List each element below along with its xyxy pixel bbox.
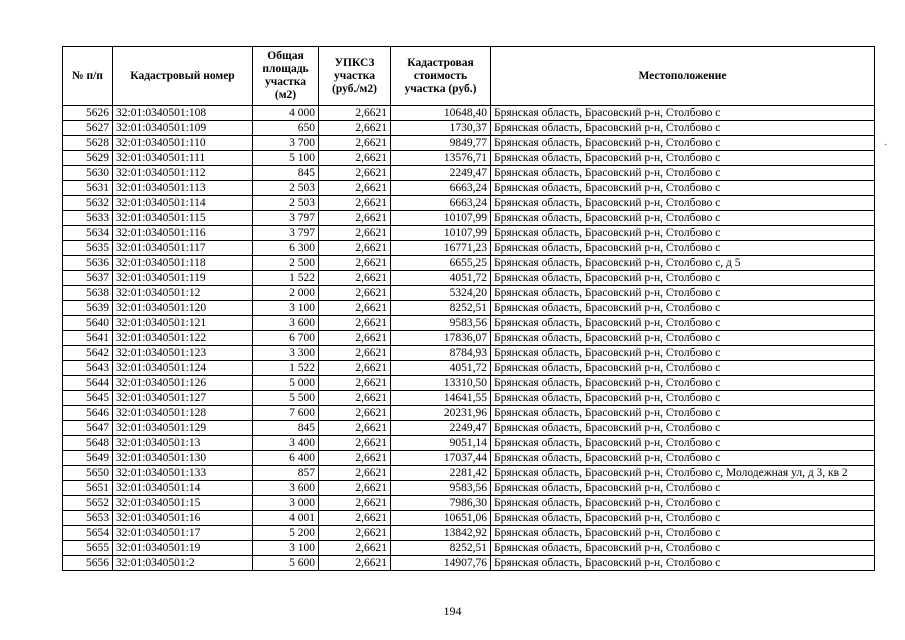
cell-cost: 1730,37 bbox=[391, 121, 491, 136]
cell-upksz: 2,6621 bbox=[319, 151, 391, 166]
cell-num: 5643 bbox=[63, 361, 113, 376]
cell-area: 2 503 bbox=[253, 181, 319, 196]
table-row bbox=[63, 436, 875, 451]
cell-upksz: 2,6621 bbox=[319, 541, 391, 556]
cell-cost: 10651,06 bbox=[391, 511, 491, 526]
cell-cost: 4051,72 bbox=[391, 271, 491, 286]
cell-cadastral: 32:01:0340501:2 bbox=[113, 556, 253, 571]
cell-cadastral: 32:01:0340501:15 bbox=[113, 496, 253, 511]
cell-num: 5647 bbox=[63, 421, 113, 436]
cell-cadastral: 32:01:0340501:127 bbox=[113, 391, 253, 406]
cell-cost: 9583,56 bbox=[391, 316, 491, 331]
cell-location: Брянская область, Брасовский р-н, Столбово с bbox=[491, 136, 875, 151]
cell-upksz: 2,6621 bbox=[319, 121, 391, 136]
cell-area: 845 bbox=[253, 421, 319, 436]
table-row bbox=[63, 256, 875, 271]
table-row bbox=[63, 331, 875, 346]
table-row bbox=[63, 451, 875, 466]
table-row bbox=[63, 421, 875, 436]
cell-upksz: 2,6621 bbox=[319, 196, 391, 211]
cell-upksz: 2,6621 bbox=[319, 316, 391, 331]
cell-upksz: 2,6621 bbox=[319, 106, 391, 121]
cell-upksz: 2,6621 bbox=[319, 481, 391, 496]
cell-location: Брянская область, Брасовский р-н, Столбово с bbox=[491, 496, 875, 511]
cell-location: Брянская область, Брасовский р-н, Столбово с bbox=[491, 211, 875, 226]
cell-cadastral: 32:01:0340501:126 bbox=[113, 376, 253, 391]
cell-cadastral: 32:01:0340501:109 bbox=[113, 121, 253, 136]
table-body bbox=[63, 106, 875, 571]
cell-location: Брянская область, Брасовский р-н, Столбово с bbox=[491, 286, 875, 301]
cell-location: Брянская область, Брасовский р-н, Столбово с bbox=[491, 481, 875, 496]
cell-location: Брянская область, Брасовский р-н, Столбово с bbox=[491, 196, 875, 211]
cell-cost: 13310,50 bbox=[391, 376, 491, 391]
cell-cost: 8252,51 bbox=[391, 301, 491, 316]
cell-cadastral: 32:01:0340501:112 bbox=[113, 166, 253, 181]
cell-num: 5639 bbox=[63, 301, 113, 316]
cell-num: 5636 bbox=[63, 256, 113, 271]
cell-location: Брянская область, Брасовский р-н, Столбово с bbox=[491, 406, 875, 421]
table-row bbox=[63, 391, 875, 406]
cell-location: Брянская область, Брасовский р-н, Столбово с, д 5 bbox=[491, 256, 875, 271]
cell-upksz: 2,6621 bbox=[319, 211, 391, 226]
cell-upksz: 2,6621 bbox=[319, 511, 391, 526]
cell-upksz: 2,6621 bbox=[319, 361, 391, 376]
cell-location: Брянская область, Брасовский р-н, Столбово с bbox=[491, 121, 875, 136]
header-cost: Кадастровая стоимость участка (руб.) bbox=[391, 47, 491, 106]
cell-location: Брянская область, Брасовский р-н, Столбово с bbox=[491, 106, 875, 121]
cell-upksz: 2,6621 bbox=[319, 391, 391, 406]
header-location: Местоположение bbox=[491, 47, 875, 106]
cell-cadastral: 32:01:0340501:120 bbox=[113, 301, 253, 316]
cell-area: 1 522 bbox=[253, 271, 319, 286]
cell-area: 3 700 bbox=[253, 136, 319, 151]
header-area: Общая площадь участка (м2) bbox=[253, 47, 319, 106]
cell-cost: 14907,76 bbox=[391, 556, 491, 571]
cell-area: 3 600 bbox=[253, 316, 319, 331]
cell-location: Брянская область, Брасовский р-н, Столбово с bbox=[491, 316, 875, 331]
cell-cadastral: 32:01:0340501:115 bbox=[113, 211, 253, 226]
cell-cadastral: 32:01:0340501:133 bbox=[113, 466, 253, 481]
cell-num: 5628 bbox=[63, 136, 113, 151]
cell-cadastral: 32:01:0340501:119 bbox=[113, 271, 253, 286]
table-row bbox=[63, 106, 875, 121]
cell-location: Брянская область, Брасовский р-н, Столбово с bbox=[491, 511, 875, 526]
cell-area: 845 bbox=[253, 166, 319, 181]
cell-cost: 14641,55 bbox=[391, 391, 491, 406]
cell-cadastral: 32:01:0340501:108 bbox=[113, 106, 253, 121]
cell-num: 5649 bbox=[63, 451, 113, 466]
table-row bbox=[63, 211, 875, 226]
cell-location: Брянская область, Брасовский р-н, Столбово с bbox=[491, 301, 875, 316]
cell-location: Брянская область, Брасовский р-н, Столбово с bbox=[491, 331, 875, 346]
cell-cost: 9583,56 bbox=[391, 481, 491, 496]
cell-upksz: 2,6621 bbox=[319, 181, 391, 196]
table-row bbox=[63, 481, 875, 496]
cell-area: 5 600 bbox=[253, 556, 319, 571]
cell-cadastral: 32:01:0340501:118 bbox=[113, 256, 253, 271]
cell-location: Брянская область, Брасовский р-н, Столбово с bbox=[491, 166, 875, 181]
cell-cost: 13576,71 bbox=[391, 151, 491, 166]
cell-location: Брянская область, Брасовский р-н, Столбово с bbox=[491, 556, 875, 571]
cell-area: 650 bbox=[253, 121, 319, 136]
cell-area: 5 200 bbox=[253, 526, 319, 541]
cell-cost: 10107,99 bbox=[391, 226, 491, 241]
table-row bbox=[63, 121, 875, 136]
table-row bbox=[63, 241, 875, 256]
cell-cost: 6663,24 bbox=[391, 181, 491, 196]
cell-cost: 6663,24 bbox=[391, 196, 491, 211]
cell-upksz: 2,6621 bbox=[319, 556, 391, 571]
cell-num: 5630 bbox=[63, 166, 113, 181]
cell-area: 857 bbox=[253, 466, 319, 481]
cell-num: 5645 bbox=[63, 391, 113, 406]
cell-upksz: 2,6621 bbox=[319, 346, 391, 361]
cell-location: Брянская область, Брасовский р-н, Столбово с bbox=[491, 451, 875, 466]
cell-cadastral: 32:01:0340501:17 bbox=[113, 526, 253, 541]
cell-cadastral: 32:01:0340501:13 bbox=[113, 436, 253, 451]
cell-cost: 9849,77 bbox=[391, 136, 491, 151]
cell-area: 3 400 bbox=[253, 436, 319, 451]
cell-upksz: 2,6621 bbox=[319, 226, 391, 241]
cell-location: Брянская область, Брасовский р-н, Столбово с, Молодежная ул, д 3, кв 2 bbox=[491, 466, 875, 481]
cell-location: Брянская область, Брасовский р-н, Столбово с bbox=[491, 151, 875, 166]
cell-area: 3 797 bbox=[253, 211, 319, 226]
cell-upksz: 2,6621 bbox=[319, 526, 391, 541]
cell-cadastral: 32:01:0340501:16 bbox=[113, 511, 253, 526]
cell-cost: 7986,30 bbox=[391, 496, 491, 511]
cell-cost: 9051,14 bbox=[391, 436, 491, 451]
cell-location: Брянская область, Брасовский р-н, Столбово с bbox=[491, 541, 875, 556]
cell-cost: 13842,92 bbox=[391, 526, 491, 541]
cell-cadastral: 32:01:0340501:124 bbox=[113, 361, 253, 376]
cell-area: 5 500 bbox=[253, 391, 319, 406]
cell-area: 3 300 bbox=[253, 346, 319, 361]
table-row bbox=[63, 196, 875, 211]
table-row bbox=[63, 466, 875, 481]
table-row bbox=[63, 181, 875, 196]
cell-num: 5650 bbox=[63, 466, 113, 481]
cell-area: 7 600 bbox=[253, 406, 319, 421]
cell-upksz: 2,6621 bbox=[319, 166, 391, 181]
cell-area: 3 797 bbox=[253, 226, 319, 241]
cell-cadastral: 32:01:0340501:122 bbox=[113, 331, 253, 346]
cell-num: 5632 bbox=[63, 196, 113, 211]
cell-cost: 2249,47 bbox=[391, 421, 491, 436]
cell-num: 5655 bbox=[63, 541, 113, 556]
cell-cadastral: 32:01:0340501:129 bbox=[113, 421, 253, 436]
cell-area: 3 600 bbox=[253, 481, 319, 496]
cell-location: Брянская область, Брасовский р-н, Столбово с bbox=[491, 526, 875, 541]
cell-num: 5642 bbox=[63, 346, 113, 361]
cell-cadastral: 32:01:0340501:117 bbox=[113, 241, 253, 256]
cell-cost: 5324,20 bbox=[391, 286, 491, 301]
cell-location: Брянская область, Брасовский р-н, Столбово с bbox=[491, 241, 875, 256]
cell-cadastral: 32:01:0340501:128 bbox=[113, 406, 253, 421]
cell-cadastral: 32:01:0340501:130 bbox=[113, 451, 253, 466]
cell-num: 5641 bbox=[63, 331, 113, 346]
table-row bbox=[63, 301, 875, 316]
cell-num: 5626 bbox=[63, 106, 113, 121]
cell-cadastral: 32:01:0340501:116 bbox=[113, 226, 253, 241]
table-row bbox=[63, 286, 875, 301]
cell-location: Брянская область, Брасовский р-н, Столбово с bbox=[491, 226, 875, 241]
header-num: № п/п bbox=[63, 47, 113, 106]
cell-location: Брянская область, Брасовский р-н, Столбово с bbox=[491, 376, 875, 391]
cell-upksz: 2,6621 bbox=[319, 136, 391, 151]
cell-area: 6 300 bbox=[253, 241, 319, 256]
cell-cadastral: 32:01:0340501:19 bbox=[113, 541, 253, 556]
table-row bbox=[63, 376, 875, 391]
table-row bbox=[63, 151, 875, 166]
table-row bbox=[63, 361, 875, 376]
cell-area: 2 000 bbox=[253, 286, 319, 301]
cell-cost: 10107,99 bbox=[391, 211, 491, 226]
cell-area: 2 500 bbox=[253, 256, 319, 271]
cell-cost: 17037,44 bbox=[391, 451, 491, 466]
cell-upksz: 2,6621 bbox=[319, 436, 391, 451]
cell-location: Брянская область, Брасовский р-н, Столбово с bbox=[491, 346, 875, 361]
cadastral-table bbox=[62, 46, 875, 571]
cell-upksz: 2,6621 bbox=[319, 331, 391, 346]
cell-num: 5640 bbox=[63, 316, 113, 331]
cell-upksz: 2,6621 bbox=[319, 406, 391, 421]
cell-upksz: 2,6621 bbox=[319, 256, 391, 271]
cell-location: Брянская область, Брасовский р-н, Столбово с bbox=[491, 421, 875, 436]
cell-location: Брянская область, Брасовский р-н, Столбово с bbox=[491, 181, 875, 196]
cell-area: 6 700 bbox=[253, 331, 319, 346]
cell-cost: 20231,96 bbox=[391, 406, 491, 421]
cell-area: 6 400 bbox=[253, 451, 319, 466]
table-row bbox=[63, 496, 875, 511]
cell-upksz: 2,6621 bbox=[319, 241, 391, 256]
cell-num: 5635 bbox=[63, 241, 113, 256]
table-row bbox=[63, 346, 875, 361]
header-upksz: УПКСЗ участка (руб./м2) bbox=[319, 47, 391, 106]
cell-area: 2 503 bbox=[253, 196, 319, 211]
cell-num: 5656 bbox=[63, 556, 113, 571]
cell-num: 5654 bbox=[63, 526, 113, 541]
cell-cadastral: 32:01:0340501:111 bbox=[113, 151, 253, 166]
cell-num: 5648 bbox=[63, 436, 113, 451]
cell-area: 3 000 bbox=[253, 496, 319, 511]
cell-upksz: 2,6621 bbox=[319, 421, 391, 436]
cell-num: 5652 bbox=[63, 496, 113, 511]
cell-upksz: 2,6621 bbox=[319, 451, 391, 466]
cell-upksz: 2,6621 bbox=[319, 286, 391, 301]
table-row bbox=[63, 541, 875, 556]
cell-upksz: 2,6621 bbox=[319, 271, 391, 286]
cell-num: 5646 bbox=[63, 406, 113, 421]
page-number: 194 bbox=[443, 604, 462, 618]
cell-upksz: 2,6621 bbox=[319, 496, 391, 511]
cell-cost: 8784,93 bbox=[391, 346, 491, 361]
cell-num: 5633 bbox=[63, 211, 113, 226]
table-row bbox=[63, 406, 875, 421]
cell-cadastral: 32:01:0340501:114 bbox=[113, 196, 253, 211]
margin-mark: · bbox=[884, 140, 888, 151]
cell-cost: 6655,25 bbox=[391, 256, 491, 271]
cell-cadastral: 32:01:0340501:110 bbox=[113, 136, 253, 151]
cell-location: Брянская область, Брасовский р-н, Столбово с bbox=[491, 391, 875, 406]
cell-cadastral: 32:01:0340501:123 bbox=[113, 346, 253, 361]
cell-num: 5644 bbox=[63, 376, 113, 391]
table-row bbox=[63, 271, 875, 286]
cell-location: Брянская область, Брасовский р-н, Столбово с bbox=[491, 361, 875, 376]
cell-cost: 10648,40 bbox=[391, 106, 491, 121]
cell-num: 5631 bbox=[63, 181, 113, 196]
cell-num: 5627 bbox=[63, 121, 113, 136]
cell-num: 5653 bbox=[63, 511, 113, 526]
cell-area: 3 100 bbox=[253, 301, 319, 316]
cell-area: 5 100 bbox=[253, 151, 319, 166]
header-cadastral: Кадастровый номер bbox=[113, 47, 253, 106]
cell-cadastral: 32:01:0340501:14 bbox=[113, 481, 253, 496]
cell-cost: 2281,42 bbox=[391, 466, 491, 481]
header-row bbox=[63, 47, 875, 106]
cell-num: 5634 bbox=[63, 226, 113, 241]
cell-cadastral: 32:01:0340501:12 bbox=[113, 286, 253, 301]
cell-num: 5637 bbox=[63, 271, 113, 286]
cell-num: 5638 bbox=[63, 286, 113, 301]
cell-cost: 17836,07 bbox=[391, 331, 491, 346]
cell-location: Брянская область, Брасовский р-н, Столбово с bbox=[491, 271, 875, 286]
cell-cost: 4051,72 bbox=[391, 361, 491, 376]
table-row bbox=[63, 511, 875, 526]
table-row bbox=[63, 226, 875, 241]
table-row bbox=[63, 316, 875, 331]
cell-area: 4 001 bbox=[253, 511, 319, 526]
table-row bbox=[63, 526, 875, 541]
cell-area: 5 000 bbox=[253, 376, 319, 391]
cell-upksz: 2,6621 bbox=[319, 466, 391, 481]
cell-cost: 16771,23 bbox=[391, 241, 491, 256]
cell-location: Брянская область, Брасовский р-н, Столбово с bbox=[491, 436, 875, 451]
cell-cost: 2249,47 bbox=[391, 166, 491, 181]
cell-upksz: 2,6621 bbox=[319, 301, 391, 316]
table-row bbox=[63, 136, 875, 151]
cell-area: 4 000 bbox=[253, 106, 319, 121]
cell-cadastral: 32:01:0340501:121 bbox=[113, 316, 253, 331]
cell-area: 3 100 bbox=[253, 541, 319, 556]
table-row bbox=[63, 556, 875, 571]
table-row bbox=[63, 166, 875, 181]
cell-cost: 8252,51 bbox=[391, 541, 491, 556]
cell-upksz: 2,6621 bbox=[319, 376, 391, 391]
cell-num: 5651 bbox=[63, 481, 113, 496]
cell-num: 5629 bbox=[63, 151, 113, 166]
cell-cadastral: 32:01:0340501:113 bbox=[113, 181, 253, 196]
cell-area: 1 522 bbox=[253, 361, 319, 376]
